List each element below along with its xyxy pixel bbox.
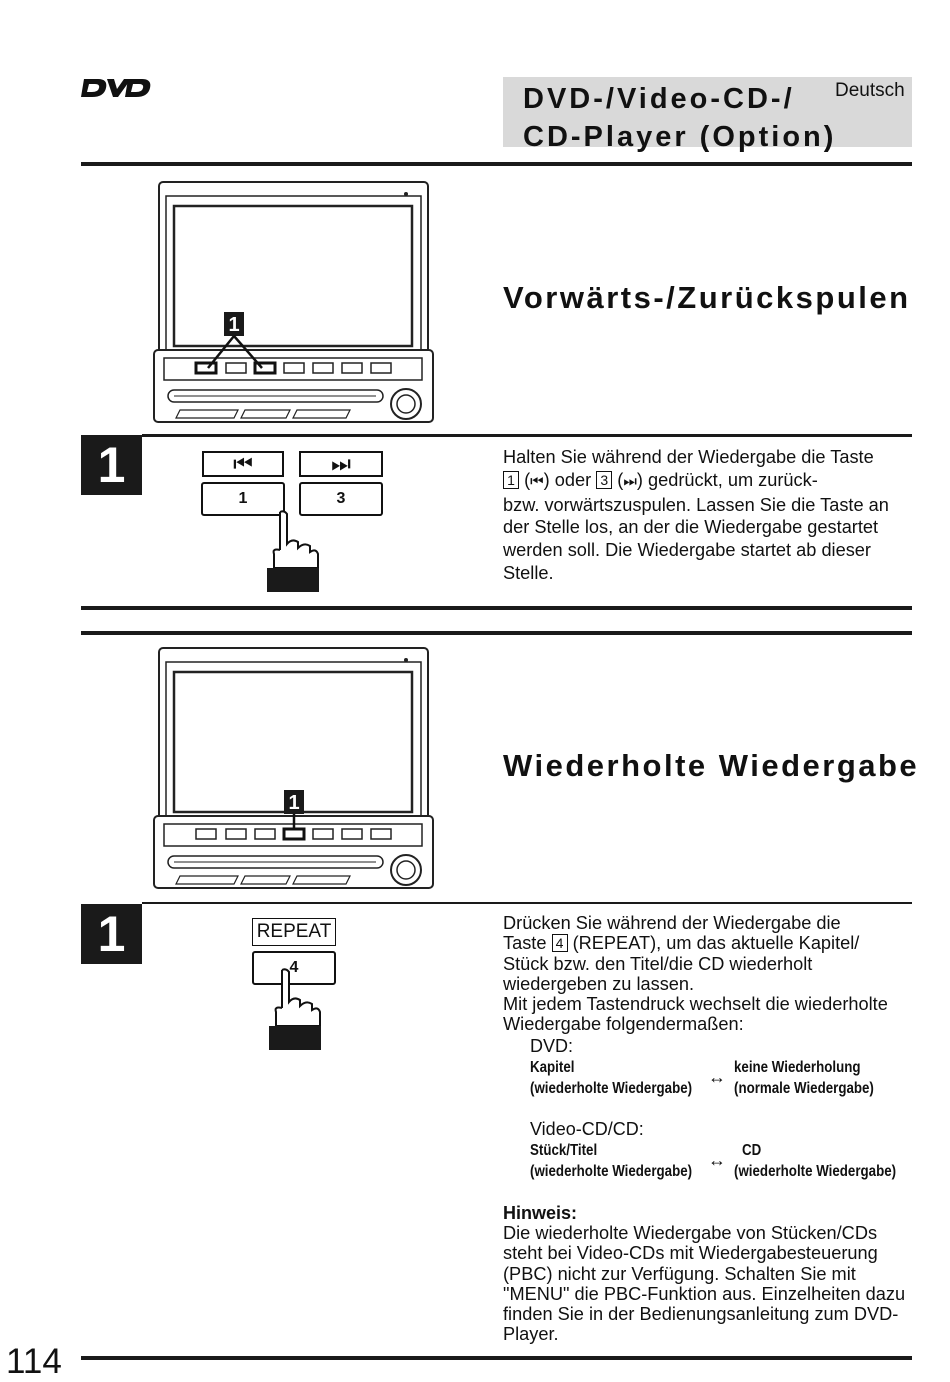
step-number-1: 1: [81, 435, 142, 495]
section-heading-repeat: Wiederholte Wiedergabe: [503, 748, 920, 783]
vcd-right-line-1: CD: [742, 1142, 762, 1159]
page-title: DVD-/Video-CD-/ CD-Player (Option): [523, 83, 837, 153]
vcd-left-line-2: (wiederholte Wiedergabe): [530, 1163, 693, 1180]
footer-rule: [81, 1356, 912, 1360]
section1-bottom-rule: [81, 606, 912, 610]
dvd-logo-text: DVD: [116, 99, 119, 100]
vcd-right-line-2: (wiederholte Wiedergabe): [734, 1163, 897, 1180]
vcd-left-line-1: Stück/Titel: [530, 1142, 598, 1159]
repeat-label-box: [252, 918, 336, 946]
button-4-label: 4: [289, 959, 299, 976]
vcd-mode-label: Video-CD/CD:: [530, 1119, 644, 1139]
section2-rule: [142, 902, 912, 904]
key-4-badge: 4: [552, 934, 568, 952]
repeat-line-2: [503, 933, 913, 953]
header-rule: [81, 162, 912, 166]
button-1-label: 1: [238, 490, 248, 507]
next-track-icon-box: [299, 451, 383, 477]
dvd-toggle-arrow-icon: ↔: [708, 1067, 726, 1087]
section1-rule: [142, 434, 912, 437]
section2-top-rule: [81, 631, 912, 635]
next-track-icon: ⏭: [331, 451, 351, 476]
prev-track-inline-icon: ⏮: [530, 472, 544, 490]
prev-track-icon: ⏮: [233, 451, 253, 476]
head-unit-illustration-2: [150, 644, 440, 894]
dvd-mode-label: DVD:: [530, 1036, 574, 1056]
callout-number-2: 1: [288, 792, 300, 814]
seek-instructions: [503, 446, 913, 585]
repeat-taste: Taste: [503, 933, 547, 954]
dvd-right-line-2: (normale Wiedergabe): [734, 1080, 874, 1097]
repeat-line-1: Drücken Sie während der Wiedergabe die: [503, 913, 841, 933]
seek-oder: ) oder: [543, 469, 592, 490]
prev-track-icon-box: [202, 451, 284, 477]
key-3-badge: 3: [596, 471, 612, 489]
repeat-rest: Stück bzw. den Titel/die CD wiederholt wiedergeben zu lassen. Mit jedem Tastendruck wechselt die wiederholte Wiedergabe folgendermaßen:: [503, 953, 888, 1035]
callout-number-1: 1: [228, 314, 240, 336]
vcd-toggle-arrow-icon: ↔: [708, 1150, 726, 1170]
step-number-2: 1: [81, 904, 142, 964]
head-unit-illustration-1: [150, 178, 440, 428]
seek-line-2-end: ) gedrückt, um zurück-: [636, 469, 818, 490]
seek-line-2: [503, 469, 913, 494]
note-title: Hinweis:: [503, 1203, 578, 1223]
dvd-left-line-2: (wiederholte Wiedergabe): [530, 1080, 693, 1097]
key-1-badge: 1: [503, 471, 519, 489]
button-3-label: 3: [336, 490, 346, 507]
dvd-logo: [80, 76, 152, 100]
seek-rest: bzw. vorwärtszuspulen. Lassen Sie die Taste an der Stelle los, an der die Wiedergabe gestartet werden soll. Die Wiedergabe startet ab dieser Stelle.: [503, 494, 889, 583]
pointing-hand-icon-1: [262, 510, 324, 594]
section-heading-seek: Vorwärts-/Zurückspulen: [503, 280, 911, 315]
pointing-hand-icon-2: [264, 968, 326, 1052]
seek-line-1: Halten Sie während der Wiedergabe die Taste: [503, 447, 874, 467]
language-label: Deutsch: [835, 80, 905, 101]
dvd-left-line-1: Kapitel: [530, 1059, 575, 1076]
repeat-instructions: [503, 913, 913, 1035]
dvd-right-line-1: keine Wiederholung: [734, 1059, 861, 1076]
repeat-line-2-end: (REPEAT), um das aktuelle Kapitel/: [572, 933, 860, 954]
next-track-inline-icon: ⏭: [623, 472, 637, 490]
repeat-label: REPEAT: [256, 921, 332, 942]
seek-paren-open-1: (: [524, 469, 531, 490]
note-text: Die wiederholte Wiedergabe von Stücken/CDs steht bei Video-CDs mit Wiedergabesteuerung (PBC) nicht zur Verfügung. Schalten Sie mit "MENU" die PBC-Funktion aus. Einzelheiten dazu finden Sie in der Bedienungsanleitung zum DVD-Player.: [503, 1223, 906, 1345]
page-number: 114: [6, 1342, 62, 1381]
seek-paren-open-2: (: [617, 469, 624, 490]
